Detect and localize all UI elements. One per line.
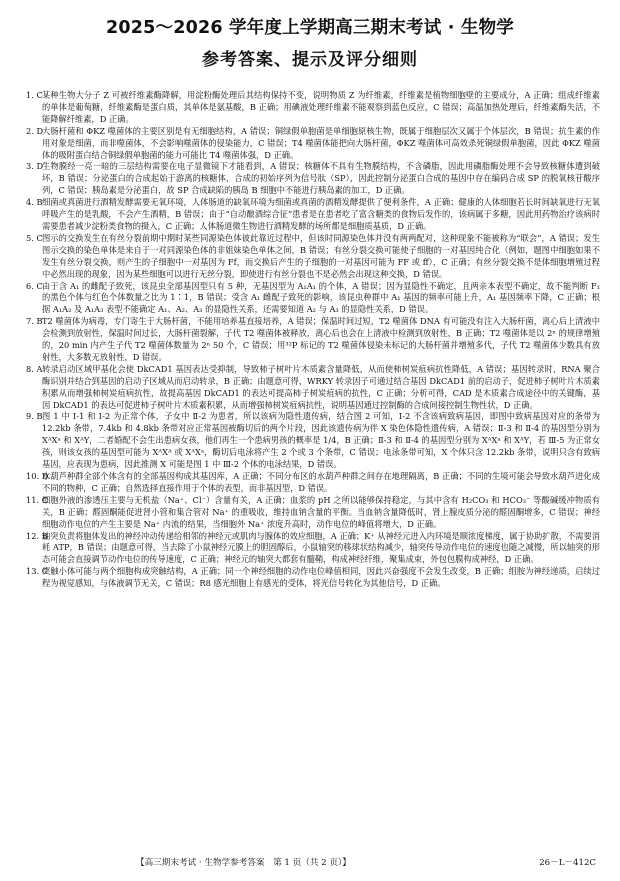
- answer-item: [26, 531, 600, 567]
- answer-number: 2. D: [26, 125, 44, 136]
- answer-number: 11. C: [26, 494, 49, 505]
- answer-item: [26, 471, 600, 495]
- answer-number: 9. B: [26, 411, 43, 422]
- answer-number: 10. D: [26, 471, 49, 481]
- answer-number: 7. B: [26, 316, 43, 327]
- answer-item: [26, 566, 600, 590]
- answer-explanation: 细胞外液的渗透压主要与无机盐（Na⁺、Cl⁻）含量有关，A 正确；血浆的 pH 之所以能够保持稳定，与其中含有 H₂CO₃ 和 HCO₃⁻ 等酸碱缓冲物质有关，B 正确；醛固酮能促进肾小管和集合管对 Na⁺ 的重吸收，维持血钠含量的平衡。当血钠含量降低时，肾上腺皮质分泌的醛固酮增多，C 错误；神经细胞动作电位的产生主要是 Na⁺ 内流的结果，当细胞外 Na⁺ 浓度升高时，动作电位的峰值将增大，D 正确。: [42, 494, 600, 529]
- answer-explanation: 图 1 中 Ⅰ-1 和 Ⅰ-2 为正常个体，子女中 Ⅱ-2 为患者，所以该病为隐性遗传病，结合图 2 可知，Ⅰ-2 不含该病致病基因，即图中致病基因对应的条带为 12.2kb 条带，7.4kb 和 4.8kb 条带对应正常基因被酶切后的两个片段，因此该遗传病为伴 X 染色体隐性遗传病，A 错误；Ⅱ-3 和 Ⅱ-4 的基因型分别为 XᴬXᵃ 和 XᴬY，二者婚配不会生出患病女孩，他们再生一个患病男孩的概率是 1/4，B 正确；Ⅱ-3 和 Ⅱ-4 的基因型分别为 XᴬXᵃ 和 XᴬY，若 Ⅲ-5 为正常女孩，则该女孩的基因型可能为 XᴬXᴬ 或 XᴬXᵃ，酶切后电泳将产生 2 个或 3 个条带，C 错误；电泳条带可知，X 个体只含 12.2kb 条带，说明只含有致病基因，应表现为患病，因此推测 X 可能是图 1 中 Ⅲ-2 个体的电泳结果，D 错误。: [42, 411, 600, 470]
- answer-number: 3. D: [26, 161, 44, 172]
- footer-code: 26－L－412C: [539, 858, 596, 868]
- answer-explanation: 某种生物大分子 Z 可被纤维素酶降解，用淀粉酶处理后其结构保持不变，说明物质 Z 为纤维素，纤维素是植物细胞壁的主要成分，A 正确；组成纤维素的单体是葡萄糖，纤维素酶是蛋白质，其单体是氨基酸，B 正确；用碘液处理纤维素不能观察到蓝色反应，C 错误；高温加热处理后，纤维素酶失活，不能降解纤维素，D 正确。: [42, 90, 600, 124]
- answer-explanation: 水葫芦种群全部个体含有的全部基因构成其基因库，A 正确；不同分布区的水葫芦种群之间存在地理隔离，B 正确；不同的生境可能会导致水葫芦进化成不同的物种，C 正确；自然选择直接作用于个体的表型，而非基因型，D 错误。: [42, 471, 600, 493]
- answer-explanation: 轴突负责将胞体发出的神经冲动传递给相邻的神经元或肌肉与腺体的效应细胞，A 正确；K⁺ 从神经元进入内环境是顺浓度梯度，属于协助扩散，不需要消耗 ATP，B 错误；由题意可得，当去除了小鼠神经元膜上的胆固醇后，小鼠轴突的移球状结构减少，轴突传导动作电位的速度也随之减慢，所以轴突的形态可能会直接调节动作电位的传导速度，C 正确；神经元的轴突大都套有髓鞘，构成神经纤维，聚集成束，外包包膜构成神经，D 正确。: [42, 530, 600, 565]
- answer-item: [26, 126, 600, 162]
- answer-number: 5. C: [26, 232, 43, 243]
- answer-number: 6. C: [26, 280, 43, 291]
- answer-item: [26, 281, 600, 317]
- answer-explanation: 大肠杆菌和 ΦKZ 噬菌体的主要区别是有无细胞结构，A 错误；铜绿假单胞菌是单细胞原核生物，既属于细胞层次又属于个体层次，B 错误；抗生素的作用对象是细菌，而非噬菌体，不会影响噬菌体的侵染能力，C 错误；T4 噬菌体能把向大肠杆菌，ΦKZ 噬菌体可高效杀死铜绿假单胞菌，因此 ΦKZ 噬菌体的吸附蛋白结合铜绿假单胞菌的能力可能比 T4 噬菌体强，D 正确。: [42, 125, 600, 160]
- answer-number: 1. C: [26, 90, 43, 100]
- answer-item: [26, 161, 600, 197]
- answer-number: 13. C: [26, 566, 49, 577]
- answer-explanation: 细菌或真菌进行酒精发酵需要无氧环境，人体肠道的缺氧环境为细菌或真菌的酒精发酵提供了便利条件，A 正确；健康的人体细胞若长时间缺氧进行无氧呼吸产生的是乳酸，不会产生酒精，B 错误；由于“自动酿酒综合征”患者是在患者吃了富含糖类的食物后发作的，该病属于多糖，因此用药物治疗该病时需要患者减少淀粉类食物的摄入，C 正确；人体肠道微生物进行酒精发酵的场所都是细胞质基质，D 正确。: [42, 197, 600, 231]
- answer-explanation: 突触小体可能与两个细胞构成突触结构，A 正确；同一个神经细胞的动作电位峰值相同，因此兴奋强度不会发生改变，B 正确；组胺为神经递质，启续过程为视觉感知，与体液调节无关，C 错误；R8 感光细胞上有感光的受体，将光信号转化为其他信号，D 正确。: [42, 566, 600, 589]
- answer-item: [26, 495, 600, 531]
- answer-list: [26, 90, 600, 590]
- page-footer: [26, 856, 600, 870]
- answer-item: [26, 316, 600, 364]
- answer-explanation: 转录启动区域甲基化会使 DkCAD1 基因表达受抑制，导致柿子树叶片木质素含量降低，从而使柿树炭疽病抗性降低，A 错误；基因转录时，RNA 聚合酶识别并结合到基因的启动子区域从而启动转录，B 正确；由题意可得，WRKY 转录因子可通过结合基因 DkCAD1 前的启动子，促进柿子树叶片木质素积累从而增强柿树炭疽病抗性，故提高基因 DkCAD1 的表达可提高柿子树炭疽病的抗性，C 正确；分析可得，CAD 是木质素合成途径中的关键酶，基因 DkCAD1 的表达可促进柿子树叶片木质素积累，从而增强柿树炭疽病抗性，说明基因通过控制酶的合成间接控制生物性状，D 正确。: [42, 363, 600, 410]
- answer-explanation: T2 噬菌体为病毒，专门寄生于大肠杆菌，不能用培养基直接培养，A 错误；保温时间过短，T2 噬菌体 DNA 有可能没有注入大肠杆菌，离心后上清液中会检测到放射性，保温时间过长，大肠杆菌裂解，子代 T2 噬菌体被释放，离心后也会在上清液中检测到放射性，B 正确；T2 噬菌体是以 2ⁿ 的规律增殖的，20 min 内产生子代 T2 噬菌体数量为 2ⁿ 50 个，C 错误；用³²P 标记的 T2 噬菌体侵染未标记的大肠杆菌并增殖多代，子代 T2 噬菌体少数具有放射性，大多数无放射性，D 错误。: [42, 316, 600, 362]
- answer-item: [26, 233, 600, 281]
- answer-item: [26, 90, 600, 126]
- document-title: 2025～2026 学年度上学期高三期末考试 · 生物学: [106, 18, 514, 38]
- answer-item: [26, 411, 600, 471]
- answer-number: 4. B: [26, 197, 43, 208]
- document-subtitle: 参考答案、提示及评分细则: [202, 50, 418, 70]
- answer-explanation: 图示的交换发生在有丝分裂前期中期时某些同源染色体彼此靠近过程中，但该时同源染色体并没有两两配对，这种现象不能被称为“联会”，A 错误；发生图示交换的染色单体是来自于一对同源染色体的非姐妹染色单体之间，B 错误；有丝分裂交换可能使子细胞的一对基因纯合化（例如，题图中细胞如果不发生有丝分裂交换，则产生的子细胞中一对基因为 Ff，而交换后产生的子细胞的一对基因可能为 FF 或 ff），C 正确；有丝分裂交换不是体细胞增殖过程中必然出现的现象，因为某些细胞可以进行无丝分裂，即使进行有丝分裂也不是必然会出现这种交换，D 错误。: [42, 232, 600, 279]
- answer-explanation: 由于含 A₁ 的雌配子致死，该昆虫全部基因型只有 5 种，无基因型为 A₁A₁ 的个体，A 错误；因为显隐性不确定，且两亲本表型不确定，故不能判断 F₁ 的黑色个体与红色个体数量之比为 1∶1，B 错误；受含 A₁ 雌配子致死的影响，该昆虫种群中 A₁ 基因的频率可能上升，A₁ 基因频率下降，C 正确；根据 A₁A₂ 及 A₁A₃ 表型不能确定 A₁、A₂、A₃ 的显隐性关系，还需要知道 A₂ 与 A₃ 的显隐性关系，D 错误。: [42, 280, 600, 315]
- answer-item: [26, 364, 600, 412]
- answer-explanation: 生物膜经一亮一暗的三层结构需要在电子显微镜下才能看到，A 错误；核糖体不具有生物膜结构，不含磷脂，因此用磷脂酶处理不会导致核糖体遭到破坏，B 错误；分泌蛋白的合成起始于游离的核糖体，合成的初始序列为信号肽（SP），因此控制分泌蛋白合成的基因中存在编码合成 SP 的脱氧核苷酸序列，C 错误；胰岛素是分泌蛋白，故 SP 合成缺陷的胰岛 B 细胞中不能进行胰岛素的加工，D 正确。: [42, 161, 600, 196]
- answer-number: 8. A: [26, 363, 43, 374]
- answer-item: [26, 197, 600, 233]
- footer-page-info: 【高三期末考试 · 生物学参考答案 第 1 页（共 2 页）】: [136, 858, 351, 868]
- answer-number: 12. B: [26, 530, 48, 541]
